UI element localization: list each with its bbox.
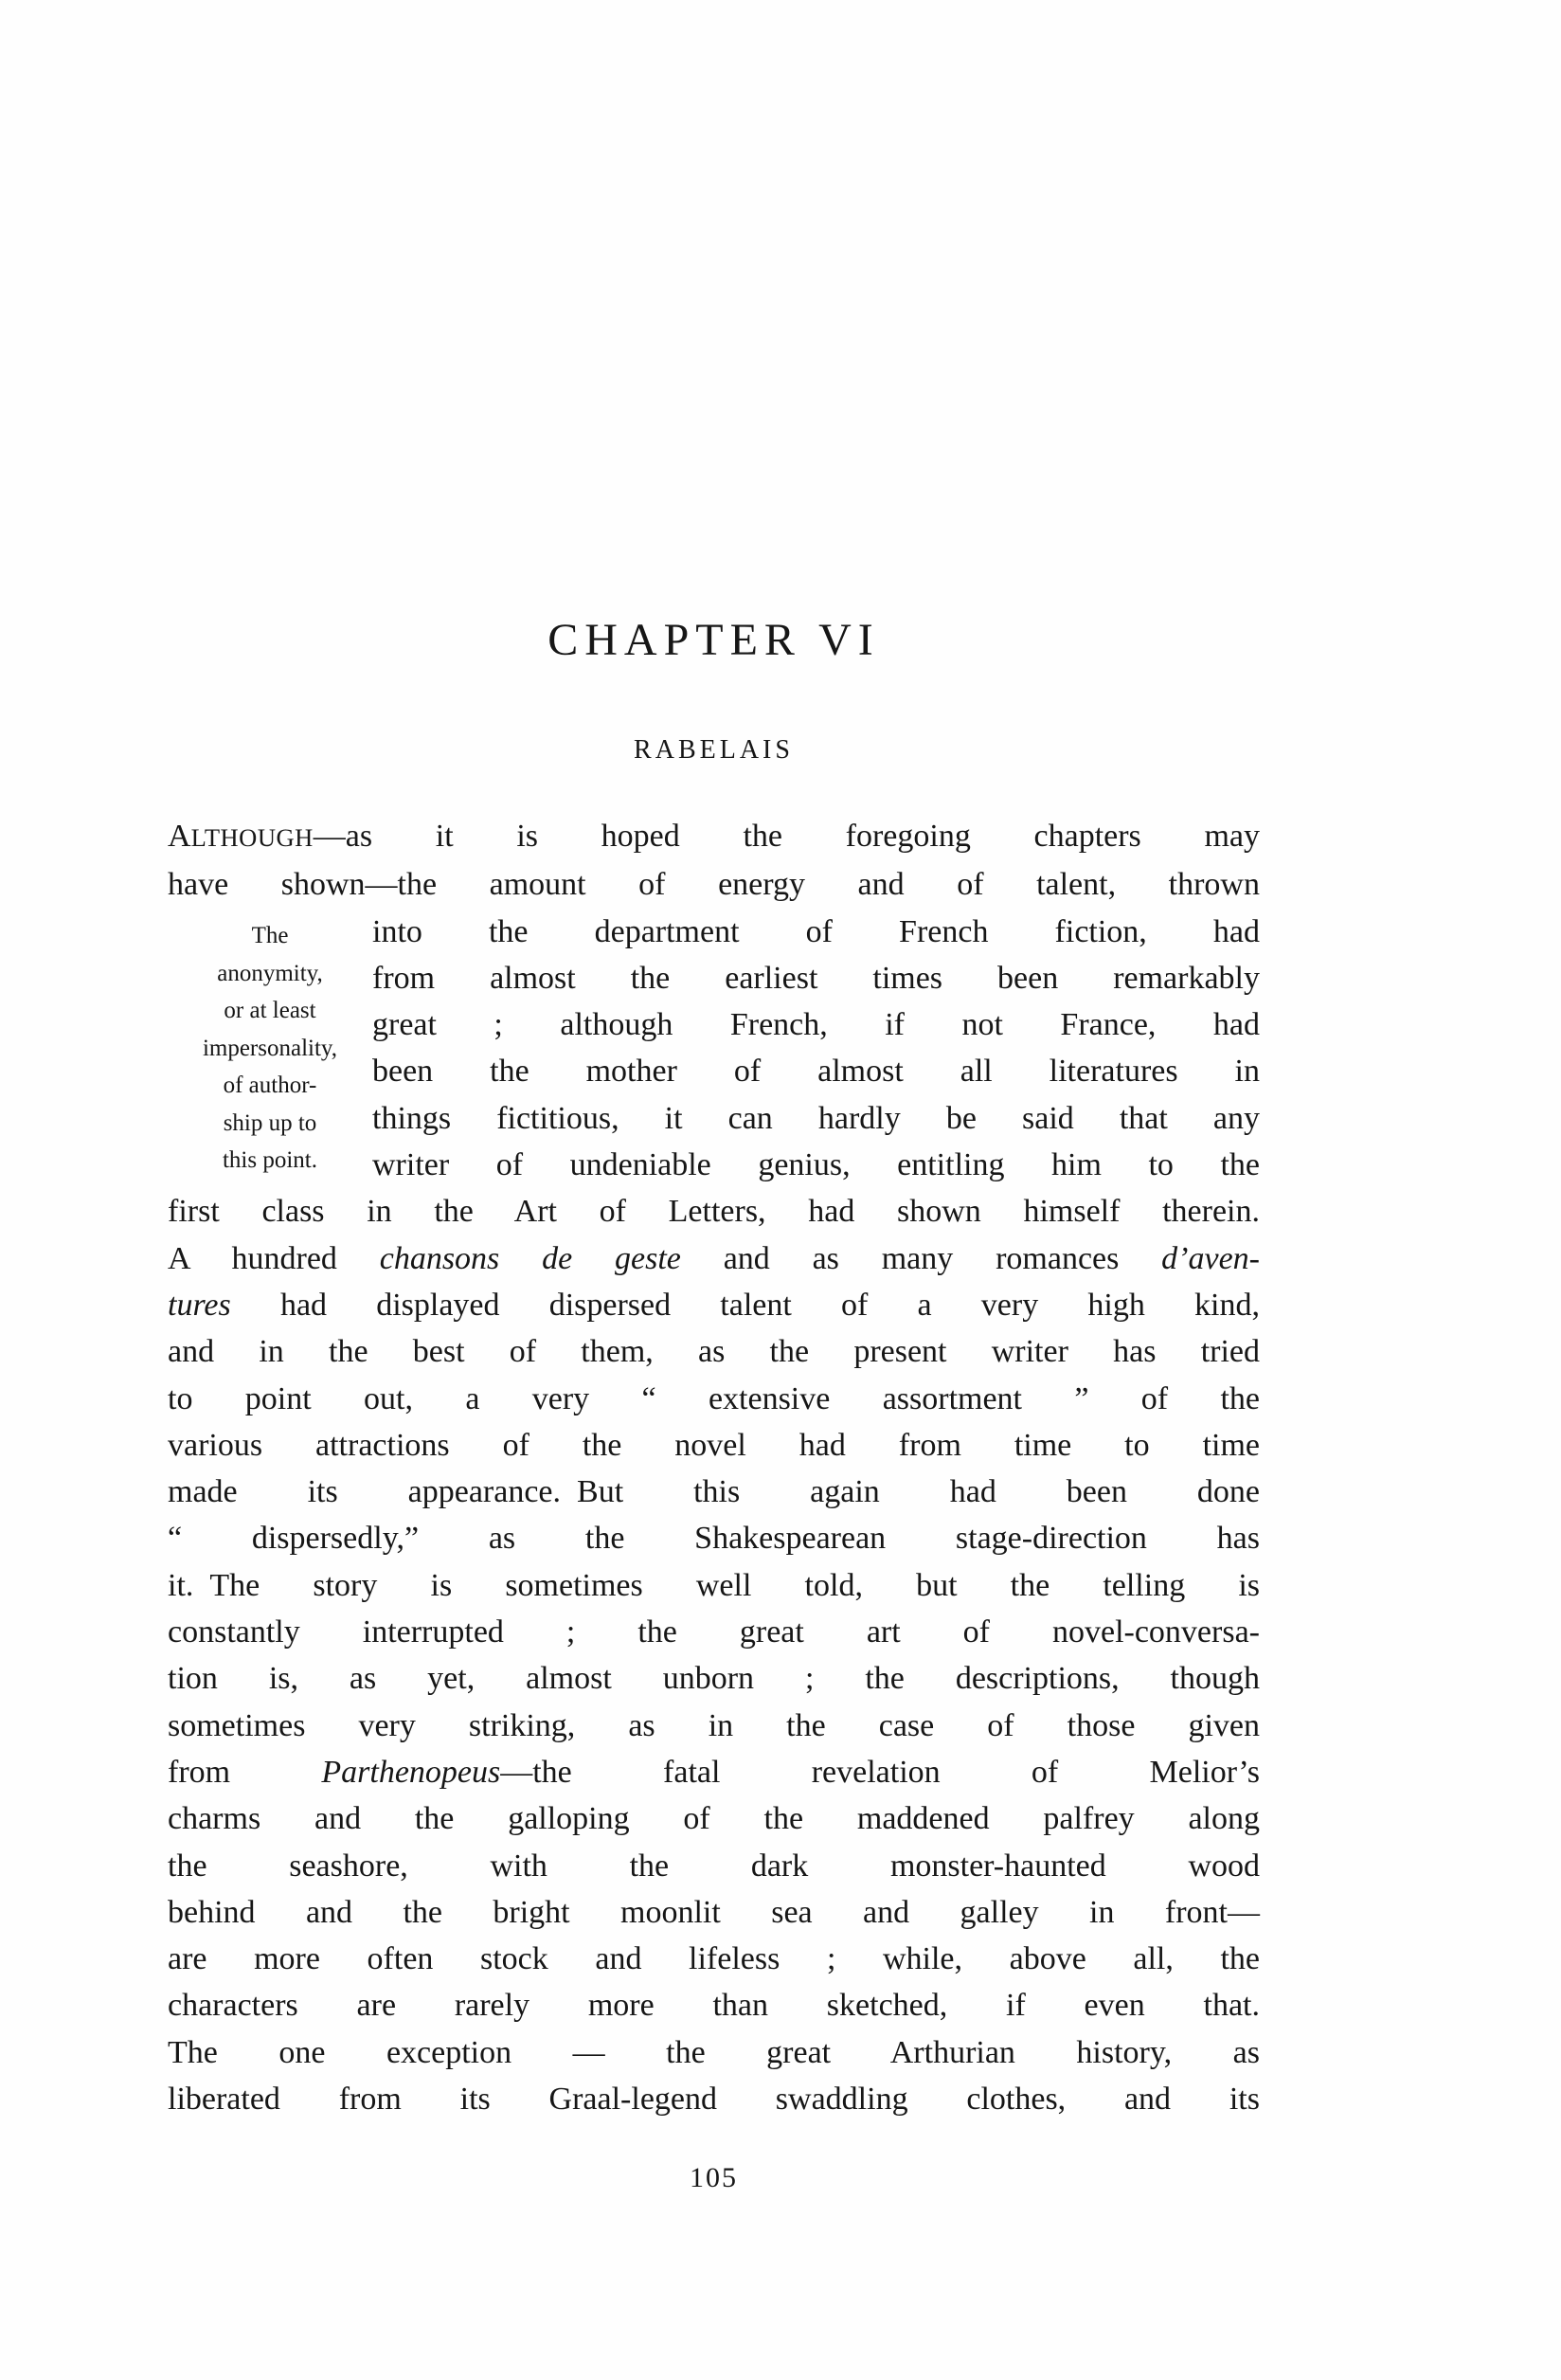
sidenote-line: or at least [224, 998, 316, 1023]
text-line: various attractions of the novel had from time to time [168, 1427, 1260, 1463]
text-line: been the mother of almost all literatures in [372, 1054, 1260, 1090]
text-line: to point out, a very “ extensive assortment ” of the [168, 1380, 1260, 1416]
text-line: characters are rarely more than sketched, if even that. [168, 1988, 1260, 2024]
text-line: charms and the galloping of the maddened palfrey along [168, 1801, 1260, 1837]
sidenote [168, 917, 372, 1180]
text-line: it. The story is sometimes well told, but the telling is [168, 1567, 1260, 1603]
text-line: liberated from its Graal-legend swaddling clothes, and its [168, 2082, 1260, 2118]
sidenote-line: anonymity, [217, 960, 323, 986]
text-line: and in the best of them, as the present writer has tried [168, 1334, 1260, 1370]
body-text [168, 813, 1260, 2122]
text-line: are more often stock and lifeless ; while, above all, the [168, 1941, 1260, 1977]
page-number: 105 [690, 2162, 738, 2193]
text-line: The one exception — the great Arthurian history, as [168, 2034, 1260, 2070]
chapter-title: CHAPTER VI [547, 615, 880, 665]
text-line: writer of undeniable genius, entitling him to the [372, 1147, 1260, 1183]
sidenote-line: ship up to [223, 1109, 317, 1136]
text-line: A hundred chansons de geste and as many romances d’aven- [168, 1240, 1260, 1276]
text-line: from almost the earliest times been remarkably [372, 960, 1260, 996]
sidenote-line: of author- [223, 1073, 317, 1098]
text-line: things fictitious, it can hardly be said that any [372, 1100, 1260, 1136]
sidenote-line: this point. [222, 1147, 317, 1173]
text-line: made its appearance. But this again had been done [168, 1474, 1260, 1510]
chapter-subtitle: RABELAIS [634, 735, 794, 765]
text-line: ALTHOUGH—as it is hoped the foregoing chapters may [168, 819, 1260, 854]
small-caps-text: LTHOUGH [190, 823, 314, 852]
text-line: constantly interrupted ; the great art of novel-conversa- [168, 1614, 1260, 1650]
text-line: the seashore, with the dark monster-haunted wood [168, 1848, 1260, 1884]
text-line: have shown—the amount of energy and of talent, thrown [168, 867, 1260, 903]
text-line: first class in the Art of Letters, had shown himself therein. [168, 1194, 1260, 1230]
sidenote-line: impersonality, [202, 1035, 338, 1061]
text-line: sometimes very striking, as in the case of those given [168, 1707, 1260, 1743]
text-line: into the department of French fiction, had [372, 913, 1260, 949]
text-line: great ; although French, if not France, had [372, 1007, 1260, 1043]
text-line: tion is, as yet, almost unborn ; the descriptions, though [168, 1661, 1260, 1697]
text-line: tures had displayed dispersed talent of a very high kind, [168, 1287, 1260, 1323]
text-line: from Parthenopeus—the fatal revelation of Melior’s [168, 1754, 1261, 1790]
text-line: behind and the bright moonlit sea and galley in front— [168, 1894, 1260, 1930]
sidenote-line: The [251, 923, 289, 948]
text-line: “ dispersedly,” as the Shakespearean stage-direction has [168, 1521, 1260, 1557]
